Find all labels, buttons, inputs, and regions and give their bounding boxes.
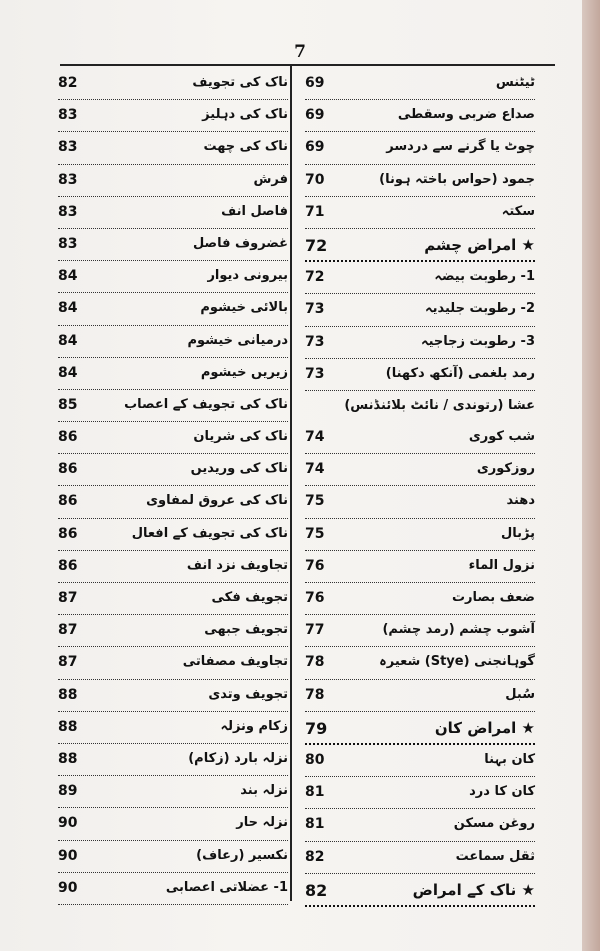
toc-entry	[58, 615, 288, 647]
toc-entry	[58, 132, 288, 164]
toc-entry-page: 75	[305, 493, 325, 510]
toc-entry-page: 84	[58, 268, 78, 285]
toc-entry-page: 83	[58, 235, 78, 252]
toc-entry-title: ناک کی تجویف	[192, 75, 288, 90]
toc-entry	[305, 391, 535, 422]
toc-entry-page: 77	[305, 622, 325, 639]
toc-entry-page: 84	[58, 300, 78, 317]
toc-entry-page: 69	[305, 107, 325, 124]
toc-entry-title: جمود (حواس باختہ ہونا)	[379, 171, 535, 187]
toc-entry	[305, 359, 535, 391]
toc-entry	[305, 745, 535, 777]
top-rule	[60, 64, 555, 66]
toc-entry	[305, 327, 535, 359]
toc-entry	[58, 454, 288, 486]
toc-entry	[305, 454, 535, 486]
toc-entry	[305, 842, 535, 874]
toc-entry-title: نزول الماء	[468, 557, 535, 573]
toc-entry-page: 89	[58, 783, 78, 800]
toc-entry-page: 82	[305, 880, 328, 900]
toc-entry-title: دھند	[506, 493, 535, 509]
toc-entry-title: ناک کی چھت	[203, 139, 288, 155]
toc-entry-title: بیرونی دیوار	[207, 268, 288, 284]
toc-entry-title: تجویف جبھی	[204, 622, 288, 638]
toc-entry-title: نکسیر (رعاف)	[196, 847, 288, 863]
toc-entry-title: تجاویف نزد انف	[186, 557, 288, 573]
toc-entry-page: 87	[58, 622, 78, 639]
toc-entry-title: زکام ونزلہ	[220, 718, 288, 734]
toc-entry-title: ★ ناک کے امراض	[412, 880, 535, 899]
toc-entry-page: 86	[58, 525, 78, 542]
toc-entry-title: نزلہ بارد (زکام)	[188, 750, 288, 766]
toc-entry-title: 1- عضلاتی اعصابی	[165, 879, 288, 895]
toc-entry-title: فرش	[253, 171, 288, 187]
toc-entry	[305, 583, 535, 615]
toc-entry-page: 74	[305, 429, 325, 446]
toc-section-heading	[305, 229, 535, 262]
toc-entry-page: 70	[305, 171, 325, 188]
toc-entry-title: ناک کی شریان	[193, 429, 288, 445]
toc-entry-title: سُبل	[505, 686, 535, 702]
toc-entry-page: 71	[305, 203, 325, 220]
toc-entry	[58, 486, 288, 518]
toc-entry-title: تجاویف مصفاتی	[182, 654, 288, 670]
toc-entry	[305, 262, 535, 294]
toc-entry-title: نزلہ حار	[236, 815, 288, 831]
toc-entry-page: 81	[305, 784, 325, 801]
toc-entry-page: 90	[58, 847, 78, 864]
toc-entry-title: ★ امراض کان	[434, 718, 535, 737]
toc-entry-title: آشوب چشم (رمد چشم)	[382, 622, 535, 638]
toc-entry-title: کان بہنا	[484, 751, 535, 767]
toc-left-column	[58, 68, 288, 905]
toc-entry-page: 83	[58, 107, 78, 124]
page-number: 7	[294, 42, 306, 62]
toc-entry-title: درمیانی خیشوم	[187, 332, 288, 348]
toc-entry	[305, 486, 535, 518]
toc-entry-page: 78	[305, 654, 325, 671]
toc-entry	[305, 777, 535, 809]
toc-entry-page: 76	[305, 557, 325, 574]
toc-entry-title: صداع ضربی وسقطی	[397, 107, 535, 123]
toc-entry	[58, 358, 288, 390]
toc-entry-page: 86	[58, 429, 78, 446]
toc-entry-title: ثقل سماعت	[455, 848, 535, 864]
toc-section-heading	[305, 712, 535, 745]
toc-entry	[58, 390, 288, 422]
toc-entry-page: 85	[58, 396, 78, 413]
toc-entry	[305, 165, 535, 197]
toc-entry	[58, 422, 288, 454]
toc-entry	[305, 68, 535, 100]
toc-entry-title: کان کا درد	[469, 784, 535, 800]
toc-section-heading	[305, 874, 535, 907]
toc-entry-title: پڑبال	[500, 525, 535, 541]
toc-entry-page: 82	[58, 75, 78, 91]
toc-entry	[305, 100, 535, 132]
toc-entry-page: 81	[305, 816, 325, 833]
toc-entry-page: 73	[305, 333, 325, 350]
toc-entry	[58, 808, 288, 840]
toc-entry-page: 86	[58, 461, 78, 478]
toc-entry	[58, 776, 288, 808]
toc-entry-title: زیریں خیشوم	[200, 364, 288, 380]
toc-entry-page: 79	[305, 718, 328, 738]
toc-entry	[58, 261, 288, 293]
page-edge-shadow	[582, 0, 600, 951]
toc-entry-page: 73	[305, 301, 325, 318]
toc-entry-title: روزکوری	[476, 461, 535, 477]
toc-entry-title: ناک کی تجویف کے افعال	[131, 525, 288, 541]
toc-entry	[305, 294, 535, 326]
toc-entry	[58, 326, 288, 358]
toc-entry-title: تجویف فکی	[211, 590, 288, 605]
toc-entry-title: بالائی خیشوم	[200, 300, 288, 316]
toc-entry-page: 88	[58, 750, 78, 767]
toc-entry	[305, 132, 535, 164]
toc-entry-page: 82	[305, 848, 325, 865]
toc-entry	[58, 197, 288, 229]
toc-entry-page: 76	[305, 590, 325, 606]
toc-entry-title: ناک کی عروق لمفاوی	[146, 493, 288, 509]
toc-entry	[58, 647, 288, 679]
toc-entry	[58, 229, 288, 261]
toc-entry-page: 72	[305, 235, 328, 255]
toc-entry-page: 73	[305, 365, 325, 382]
toc-entry-page: 74	[305, 461, 325, 478]
toc-entry	[305, 197, 535, 229]
column-divider	[290, 66, 292, 901]
toc-entry-page: 80	[305, 751, 325, 768]
toc-entry-title: عشا (رتوندی / نائٹ بلائنڈنس)	[344, 397, 535, 413]
toc-entry-page: 90	[58, 815, 78, 832]
toc-entry	[58, 712, 288, 744]
toc-entry	[58, 841, 288, 873]
toc-entry-title: شب کوری	[468, 429, 535, 445]
toc-entry-title: رمد بلغمی (آنکھ دکھنا)	[385, 365, 535, 381]
toc-entry-title: چوٹ یا گرنے سے دردسر	[386, 139, 535, 155]
toc-entry-page: 69	[305, 139, 325, 156]
toc-entry	[58, 68, 288, 100]
toc-entry	[58, 873, 288, 905]
toc-entry-page: 88	[58, 718, 78, 735]
toc-entry-title: روغن مسکن	[453, 816, 535, 832]
toc-entry-title: ناک کی تجویف کے اعصاب	[124, 396, 288, 412]
toc-entry-page: 78	[305, 686, 325, 703]
toc-entry-page: 88	[58, 686, 78, 703]
toc-entry-title: 2- رطوبت جلیدیہ	[424, 301, 535, 317]
toc-entry-title: نزلہ بند	[240, 783, 288, 799]
toc-entry-title: غضروف فاصل	[192, 235, 288, 251]
toc-entry-title: 3- رطوبت زجاجیہ	[420, 333, 535, 349]
toc-entry	[305, 809, 535, 841]
toc-entry-title: ★ امراض چشم	[424, 235, 535, 254]
toc-entry-page: 72	[305, 269, 325, 286]
toc-entry-page: 83	[58, 171, 78, 188]
toc-entry-title: گوہانجنی (Stye) شعیرہ	[379, 654, 535, 670]
toc-entry	[58, 293, 288, 325]
toc-entry-page: 83	[58, 139, 78, 156]
toc-right-column	[305, 68, 535, 907]
toc-entry-page: 86	[58, 557, 78, 574]
toc-entry-title: ضعف بصارت	[451, 590, 535, 605]
toc-entry-title: تجویف وتدی	[208, 686, 288, 702]
toc-entry-page: 75	[305, 525, 325, 542]
toc-entry	[305, 422, 535, 454]
toc-entry	[305, 615, 535, 647]
toc-entry	[305, 647, 535, 679]
toc-entry-page: 84	[58, 332, 78, 349]
toc-entry-title: فاصل انف	[221, 203, 288, 219]
toc-entry	[58, 680, 288, 712]
toc-entry-title: ٹیٹنس	[495, 75, 535, 90]
toc-entry-page: 90	[58, 879, 78, 896]
toc-entry-title: ناک کی دہلیز	[202, 107, 288, 123]
toc-entry	[58, 100, 288, 132]
toc-entry-page: 69	[305, 75, 325, 91]
toc-entry	[58, 744, 288, 776]
toc-entry	[305, 680, 535, 712]
toc-entry	[305, 519, 535, 551]
toc-entry	[58, 551, 288, 583]
toc-entry	[58, 519, 288, 551]
toc-entry	[58, 165, 288, 197]
toc-entry-page: 86	[58, 493, 78, 510]
toc-entry-page: 87	[58, 590, 78, 606]
toc-entry	[305, 551, 535, 583]
toc-entry-page: 84	[58, 364, 78, 381]
toc-entry	[58, 583, 288, 615]
toc-entry-title: سکتہ	[501, 203, 535, 219]
toc-entry-title: 1- رطوبت بیضہ	[434, 269, 535, 285]
toc-entry-page: 87	[58, 654, 78, 671]
toc-entry-title: ناک کی وریدیں	[190, 461, 288, 477]
toc-entry-page: 83	[58, 203, 78, 220]
